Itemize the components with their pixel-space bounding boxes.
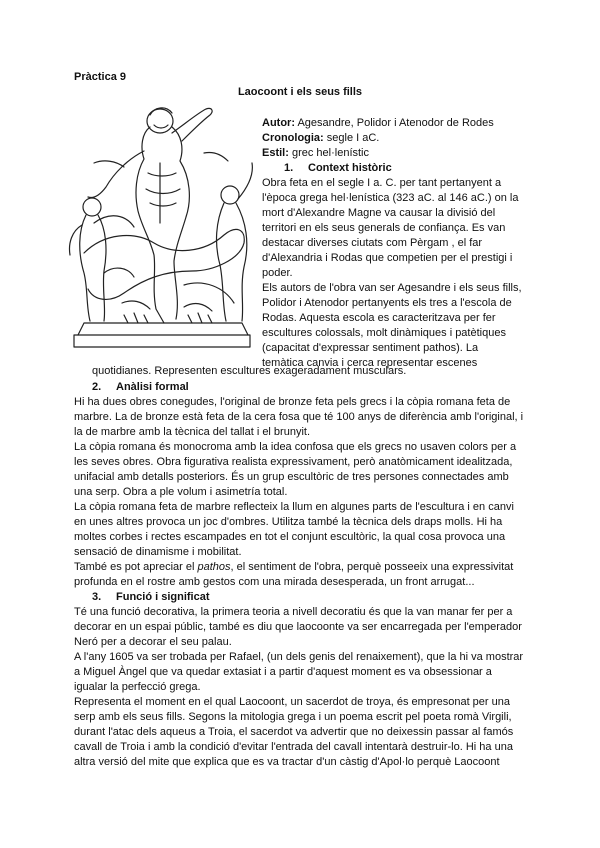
style-line [262,146,369,161]
s2-line: en unes altres provoca un joc d'ombres. Utilitza també la tècnica dels draps molls. Hi ha [74,516,503,528]
author-line [262,116,494,131]
section-2-heading [92,380,189,395]
s2-line: La còpia romana és monocroma amb la idea confosa que els grecs no usaven colors per a [74,441,517,453]
section-3-number: 3. [92,591,102,603]
section-2-title: Anàlisi formal [116,381,189,393]
s1-line: escultures colossals, molt dinàmiques i patètiques [262,327,506,339]
s2-pathos-word: pathos [197,561,231,573]
s2-pathos-pre: També es pot apreciar el [74,561,198,573]
s2-line: les seves obres. Obra figurativa realista expressivament, però anatòmicament idealitzada, [74,456,513,468]
s3-line: a Miguel Àngel que va quedar extasiat i a partir d'aquest moment es va obsessionar a [74,666,492,678]
s3-line: Neró per a decorar el seu palau. [74,636,232,648]
s1-last-line: quotidianes. Representen escultures exageradament musculars. [92,365,407,377]
chronology-label: Cronologia: [262,132,324,144]
section-3-title: Funció i significat [116,591,210,603]
s3-line: altra versió del mite que explica que es va tractar d'un càstig d'Apol·lo perquè Laocoont [74,756,500,768]
s1-line: mort d'Alexandre Magne va causar la divisió del [262,207,496,219]
s3-line: A l'any 1605 va ser trobada per Rafael, (un dels genis del renaixement), que la hi va mostrar [74,651,524,663]
section-3-heading [92,590,210,605]
s3-line: durant l'atac dels aqueus a Troia, el sacerdot va advertir que no deixessin passar al famós [74,726,514,738]
section-1-number: 1. [284,162,294,174]
s1-line: territori en els seus generals de confiança. Es van [262,222,506,234]
chronology-value: segle I aC. [323,132,380,144]
s1-line: Polidor i Atenodor pertanyents els tres a l'escola de [262,297,512,309]
chronology-line [262,131,379,146]
s2-last-line: profunda en el rostre amb gestos com una mirada desesperada, un front arrugat... [74,576,475,588]
s1-line: destacar diverses ciutats com Pèrgam , el far [262,237,483,249]
section-1-heading [284,161,392,176]
s3-line: decorar en un espai públic, també es diu que laocoonte va ser encarregada per l'emperador [74,621,522,633]
s1-line: l'època grega hel·lenística (323 aC. al 146 aC.) on la [262,192,519,204]
s2-line: moltes corbes i rectes escampades en tot el conjunt escultòric, la qual cosa provoca una [74,531,506,543]
s2-pathos-line [74,560,513,575]
style-label: Estil: [262,147,289,159]
author-value: Agesandre, Polidor i Atenodor de Rodes [295,117,494,129]
author-label: Autor: [262,117,295,129]
s2-pathos-post: , el sentiment de l'obra, perquè posseeix una expressivitat [230,561,514,573]
s1-line: (capacitat d'expressar sentiment pathos). La [262,342,479,354]
document-title: Laocoont i els seus fills [237,86,363,98]
style-value: grec hel·lenístic [288,147,369,159]
laocoon-sculpture-illustration [64,103,260,351]
s3-line: Representa el moment en el qual Laocoont, un sacerdot de troya, és empresonat per una [74,696,510,708]
section-2-number: 2. [92,381,102,393]
s2-line: La còpia romana feta de marbre reflecteix la llum en algunes parts de l'escultura i en canvi [74,501,514,513]
s3-line: serp amb els seus fills. Segons la mitologia grega i un poema escrit pel poeta romà Virgili, [74,711,512,723]
section-1-title: Context històric [308,162,392,174]
s2-line: unifacial amb detalls posteriors. És un grup escultòric de tres persones connectades amb [74,471,509,483]
s2-line: la de marbre amb la tècnica del tallat i el brunyit. [74,426,311,438]
s2-line: una serp. Obra a ple volum i asimetría total. [74,486,288,498]
s2-line: Hi ha dues obres conegudes, l'original de bronze feta pels grecs i la còpia romana feta de [74,396,511,408]
s2-line: marbre. La de bronze està feta de la cera fosa que té 100 anys de diferència amb l'original, i [74,411,524,423]
s3-line: cavall de Troia i amb la condició d'evitar l'entrada del cavall intentarà destruir-lo. Hi ha una [74,741,513,753]
s1-line: temàtica canvia i cerca representar escenes [262,357,478,369]
s1-line: Rodas. Aquesta escola es caracteritzava per fer [262,312,496,324]
s3-line: igualar la perfecció grega. [74,681,201,693]
s3-line: Té una funció decorativa, la primera teoria a nivell decoratiu és que la van manar fer per a [74,606,513,618]
s2-line: sensació de dinamisme i mobilitat. [74,546,242,558]
s1-line: Els autors de l'obra van ser Agesandre i els seus fills, [262,282,522,294]
s1-line: d'Alexandria i Rodas que competien per el prestigi i [262,252,513,264]
s1-line: Obra feta en el segle I a. C. per tant pertanyent a [262,177,502,189]
practice-label: Pràctica 9 [74,71,126,83]
s1-line: poder. [262,267,293,279]
